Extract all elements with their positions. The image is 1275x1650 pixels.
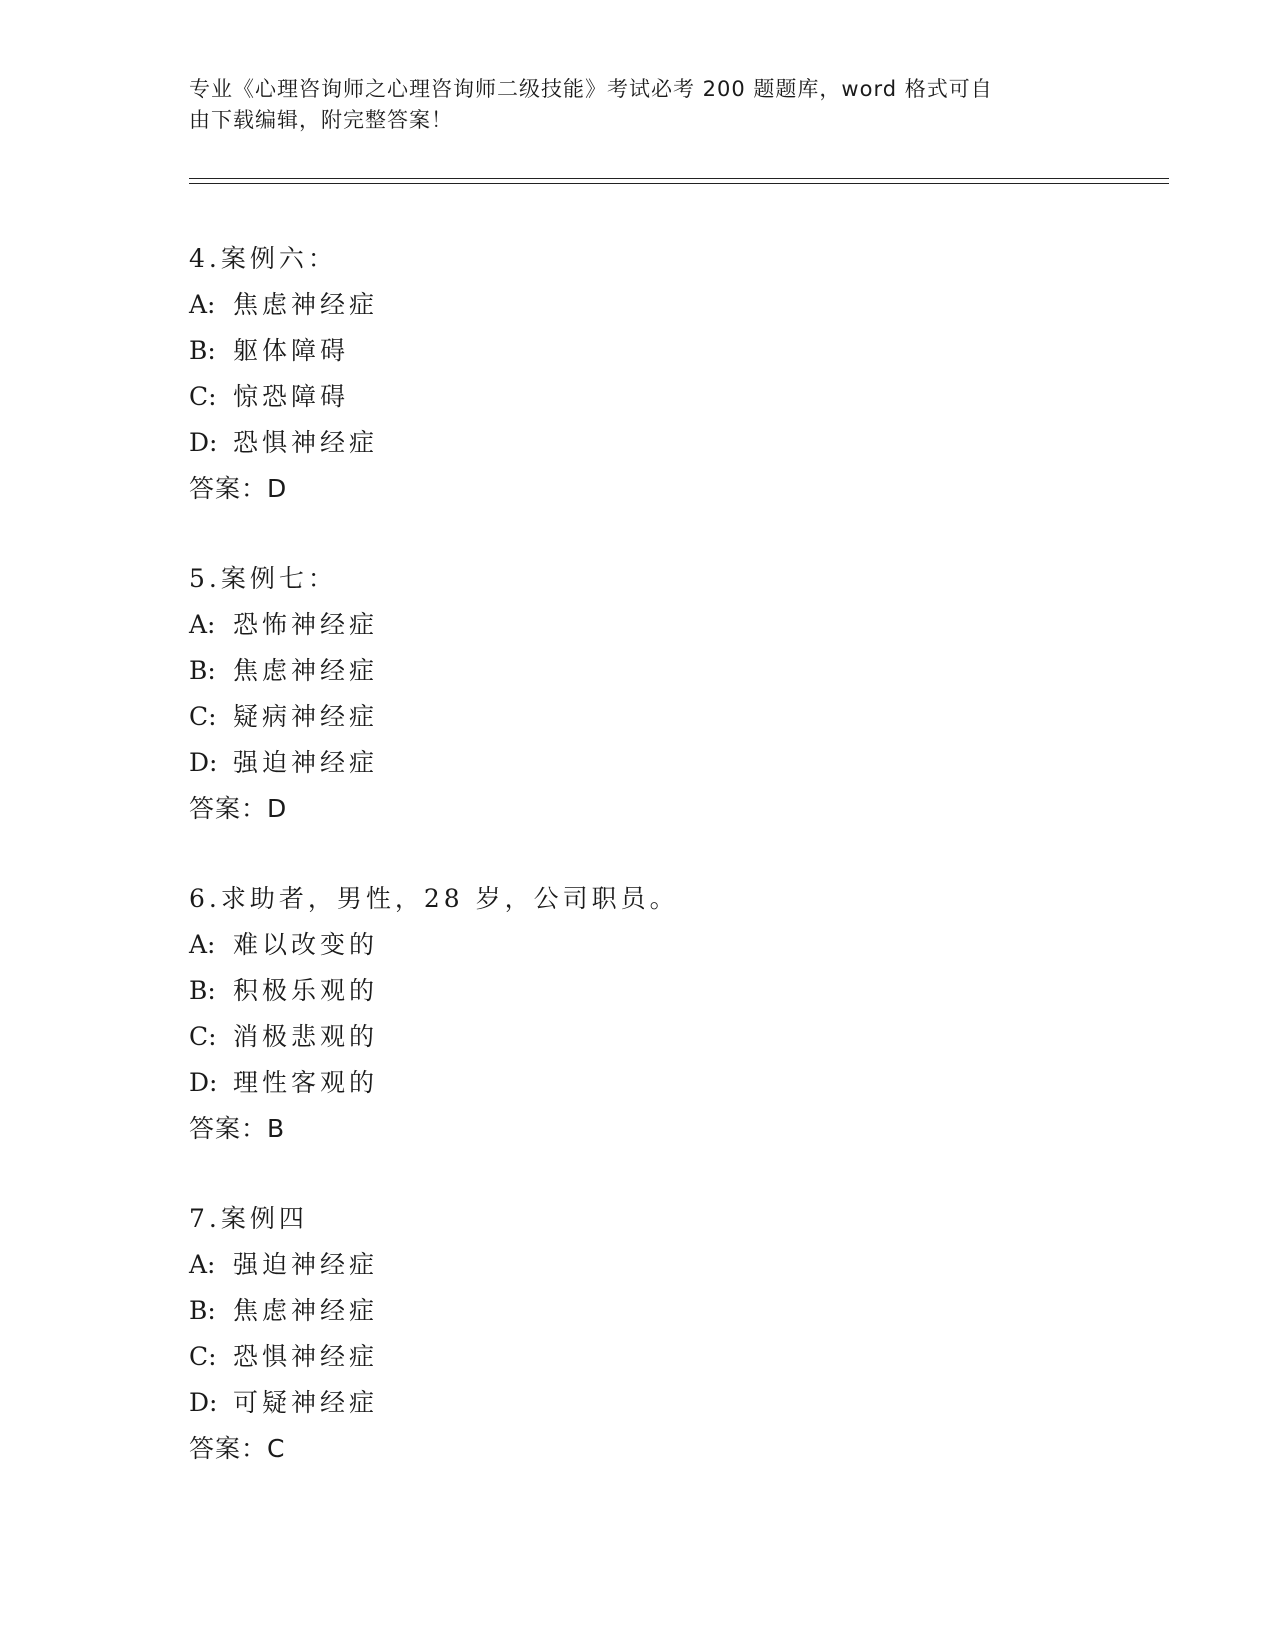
option-key: A: (189, 930, 216, 959)
question-title: 5.案例七： (189, 564, 337, 593)
option-text: 理性客观的 (233, 1068, 379, 1097)
option-text: 疑病神经症 (233, 702, 379, 731)
answer-line: 答案：B (189, 1114, 286, 1143)
option-text: 强迫神经症 (233, 748, 379, 777)
option-key: D: (189, 428, 218, 457)
answer-line: 答案：D (189, 474, 288, 503)
option-b (189, 328, 1089, 374)
question-block (189, 556, 1089, 832)
option-key: C: (189, 1022, 217, 1051)
option-a (189, 602, 1089, 648)
option-key: B: (189, 976, 216, 1005)
option-text: 焦虑神经症 (233, 656, 379, 685)
option-b (189, 1288, 1089, 1334)
document-header (189, 74, 1069, 136)
option-text: 积极乐观的 (233, 976, 379, 1005)
option-text: 强迫神经症 (233, 1250, 379, 1279)
question-block (189, 236, 1089, 512)
option-key: B: (189, 1296, 216, 1325)
option-text: 惊恐障碍 (233, 382, 350, 411)
option-key: B: (189, 336, 216, 365)
option-key: C: (189, 382, 217, 411)
option-d (189, 1380, 1089, 1426)
option-a (189, 282, 1089, 328)
option-key: A: (189, 1250, 216, 1279)
option-c (189, 374, 1089, 420)
question-block (189, 1196, 1089, 1472)
option-key: D: (189, 1068, 218, 1097)
option-key: C: (189, 1342, 217, 1371)
option-text: 恐惧神经症 (233, 1342, 379, 1371)
option-key: D: (189, 1388, 218, 1417)
option-key: D: (189, 748, 218, 777)
option-d (189, 420, 1089, 466)
question-title: 7.案例四 (189, 1204, 308, 1233)
header-line-1: 专业《心理咨询师之心理咨询师二级技能》考试必考 200 题题库，word 格式可自 (189, 77, 993, 101)
header-line-2: 由下载编辑，附完整答案！ (189, 108, 453, 132)
option-d (189, 740, 1089, 786)
option-a (189, 922, 1089, 968)
header-divider-top (189, 178, 1169, 179)
option-a (189, 1242, 1089, 1288)
option-d (189, 1060, 1089, 1106)
option-text: 可疑神经症 (233, 1388, 379, 1417)
option-b (189, 968, 1089, 1014)
option-text: 恐惧神经症 (233, 428, 379, 457)
option-text: 焦虑神经症 (233, 290, 379, 319)
header-divider-bottom (189, 183, 1169, 184)
option-key: B: (189, 656, 216, 685)
option-text: 躯体障碍 (233, 336, 350, 365)
option-key: C: (189, 702, 217, 731)
answer-line: 答案：C (189, 1434, 286, 1463)
option-c (189, 1014, 1089, 1060)
question-block (189, 876, 1089, 1152)
option-key: A: (189, 610, 216, 639)
option-text: 恐怖神经症 (233, 610, 379, 639)
option-c (189, 1334, 1089, 1380)
option-c (189, 694, 1089, 740)
option-b (189, 648, 1089, 694)
option-text: 难以改变的 (233, 930, 379, 959)
option-key: A: (189, 290, 216, 319)
answer-line: 答案：D (189, 794, 288, 823)
option-text: 消极悲观的 (233, 1022, 379, 1051)
option-text: 焦虑神经症 (233, 1296, 379, 1325)
question-title: 6.求助者，男性，28 岁，公司职员。 (189, 884, 679, 913)
question-title: 4.案例六： (189, 244, 337, 273)
